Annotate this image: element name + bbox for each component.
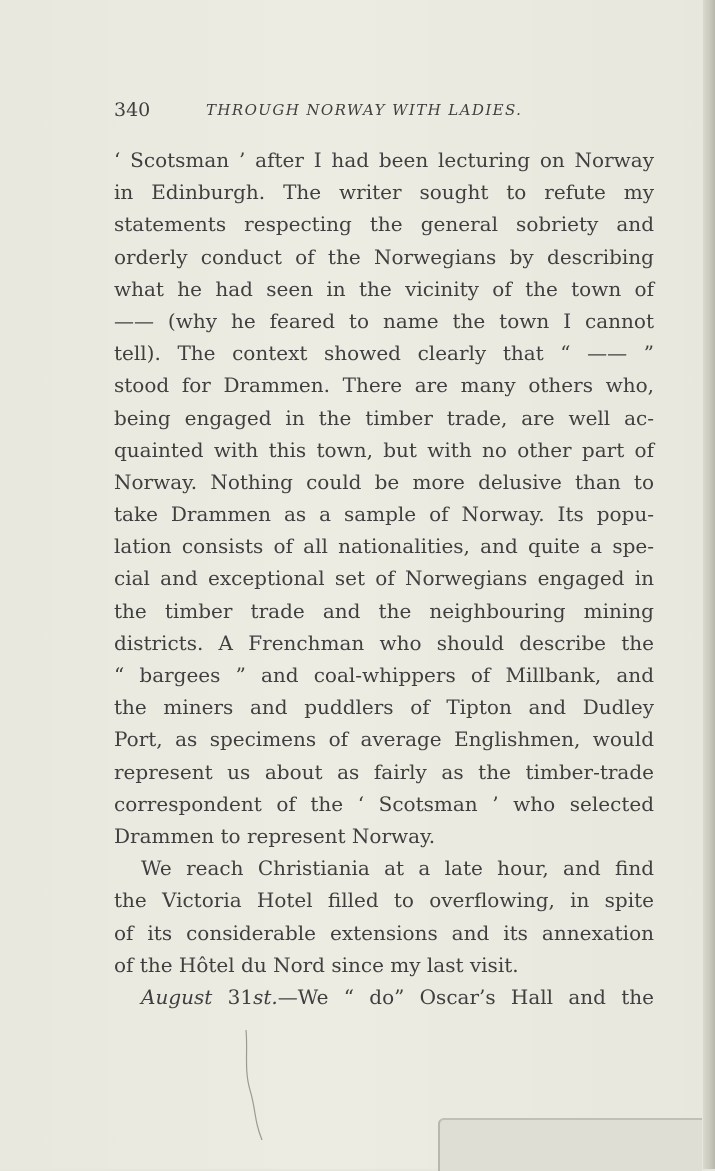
running-title: THROUGH NORWAY WITH LADIES. <box>206 101 523 119</box>
date-month: August <box>141 984 213 1009</box>
text-line: ‘ Scotsman ’ after I had been lecturing on Norway <box>114 148 654 172</box>
text-line: Port, as specimens of average Englishmen, would <box>114 727 654 752</box>
running-header <box>114 97 570 123</box>
date-day: 31 <box>212 984 254 1009</box>
paper-fold-corner <box>438 1118 702 1171</box>
text-line: correspondent of the ‘ Scotsman ’ who selected <box>114 791 654 816</box>
text-line: the Victoria Hotel filled to overflowing, in spite <box>114 888 654 913</box>
text-line: represent us about as fairly as the timber-trade <box>114 759 654 784</box>
text-line: —— (why he feared to name the town I cannot <box>114 308 654 333</box>
text-line: the timber trade and the neighbouring mining <box>114 598 654 623</box>
text-line: “ bargees ” and coal-whippers of Millbank, and <box>114 663 654 687</box>
text-line: orderly conduct of the Norwegians by describing <box>114 244 654 269</box>
text-line: being engaged in the timber trade, are well ac- <box>114 405 654 430</box>
text-line: tell). The context showed clearly that “ —— ” <box>114 341 654 366</box>
text-line: districts. A Frenchman who should describe the <box>114 630 654 655</box>
body-text <box>114 144 654 1013</box>
text-line: Norway. Nothing could be more delusive than to <box>114 469 654 494</box>
text-line: take Drammen as a sample of Norway. Its popu- <box>114 502 654 527</box>
text-line: of its considerable extensions and its annexation <box>114 920 654 945</box>
text-line: statements respecting the general sobriety and <box>114 212 654 237</box>
text-line: lation consists of all nationalities, and quite a spe- <box>114 534 654 559</box>
text-line: cial and exceptional set of Norwegians engaged in <box>114 566 654 591</box>
text-line: of the Hôtel du Nord since my last visit. <box>114 952 519 977</box>
page-number: 340 <box>114 99 151 121</box>
paper-crease <box>240 1030 270 1140</box>
text-line: stood for Drammen. There are many others who, <box>114 373 654 398</box>
text-line: Drammen to represent Norway. <box>114 823 436 848</box>
text-continuation: —We “ do” Oscar’s Hall and the <box>277 984 655 1009</box>
text-line: quainted with this town, but with no other part of <box>114 437 654 462</box>
page-edge-shadow <box>703 0 715 1169</box>
paragraph-start-line <box>114 981 654 1013</box>
text-line: what he had seen in the vicinity of the town of <box>114 276 654 301</box>
date-suffix: st. <box>253 984 278 1009</box>
text-line: in Edinburgh. The writer sought to refute my <box>114 180 654 205</box>
text-line: the miners and puddlers of Tipton and Dudley <box>114 695 654 720</box>
paragraph-start-line: We reach Christiania at a late hour, and find <box>141 856 654 881</box>
